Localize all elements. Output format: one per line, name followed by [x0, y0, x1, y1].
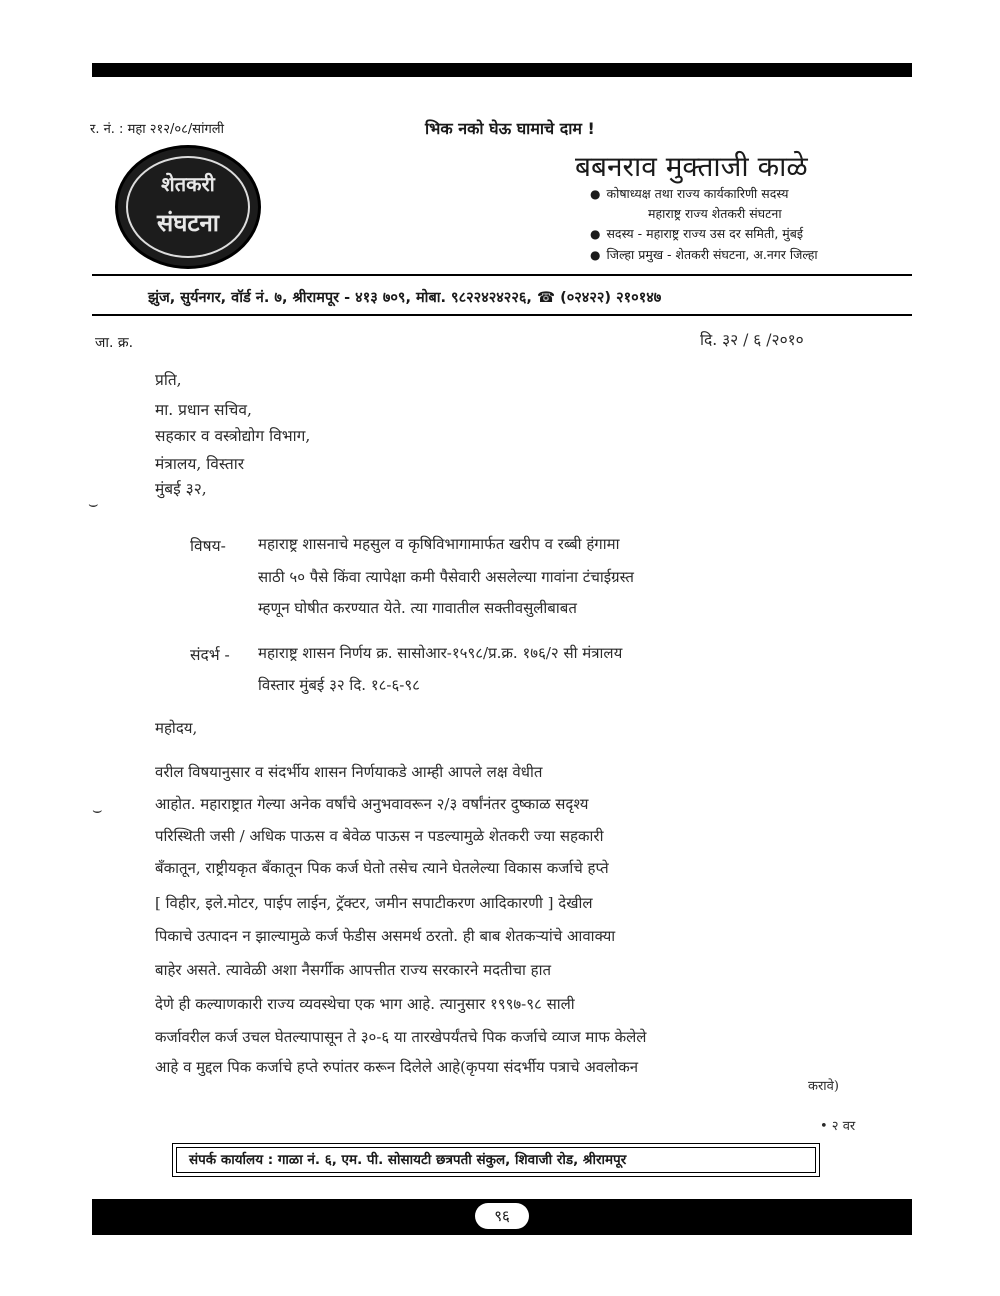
- page-number: ९६: [475, 1203, 529, 1229]
- hole-punch-mark: ⌣: [88, 494, 99, 513]
- reference-number-label: जा. क्र.: [95, 335, 134, 351]
- subject-label: विषय-: [190, 537, 226, 555]
- reference-line-1: महाराष्ट्र शासन निर्णय क्र. सासोआर-१५९८/प्र.क्र. १७६/२ सी मंत्रालय: [258, 644, 623, 662]
- body-line-2: आहोत. महाराष्ट्रात गेल्या अनेक वर्षांचे अनुभवावरून २/३ वर्षांनंतर दुष्काळ सदृश्य: [155, 795, 589, 813]
- letter-date: दि. ३२ / ६ /२०१०: [700, 331, 804, 349]
- body-line-9: कर्जावरील कर्ज उचल घेतल्यापासून ते ३०-६ या तारखेपर्यंतचे पिक कर्जाचे व्याज माफ केलेले: [155, 1028, 647, 1046]
- designation-4: ● जिल्हा प्रमुख - शेतकरी संघटना, अ.नगर जिल्हा: [590, 244, 818, 266]
- reference-label: संदर्भ -: [190, 646, 230, 664]
- designation-2: महाराष्ट्र राज्य शेतकरी संघटना: [648, 206, 782, 221]
- hole-punch-mark-2: ⌣: [92, 800, 103, 819]
- contact-office-box: [172, 1143, 820, 1177]
- body-line-5: [ विहीर, इले.मोटर, पाईप लाईन, ट्रॅक्टर, जमीन सपाटीकरण आदिकारणी ] देखील: [155, 894, 593, 912]
- subject-line-1: महाराष्ट्र शासनाचे महसुल व कृषिविभागामार्फत खरीप व रब्बी हंगामा: [258, 535, 620, 553]
- address-divider: [92, 314, 912, 316]
- to-line-3: सहकार व वस्त्रोद्योग विभाग,: [155, 427, 311, 445]
- continued-marker: • २ वर: [820, 1119, 856, 1134]
- reference-line-2: विस्तार मुंबई ३२ दि. १८-६-९८: [258, 676, 420, 694]
- sender-address: झुंज, सुर्यनगर, वॉर्ड नं. ७, श्रीरामपूर - ४१३ ७०९, मोबा. ९८२२४२४२२६, ☎ (०२४२२) २१०१४७: [148, 290, 662, 306]
- motto: भिक नको घेऊ घामाचे दाम !: [425, 119, 595, 138]
- body-line-6: पिकाचे उत्पादन न झाल्यामुळे कर्ज फेडीस असमर्थ ठरतो. ही बाब शेतकऱ्यांचे आवाक्या: [155, 927, 616, 945]
- organization-seal: [115, 145, 261, 269]
- subject-line-2: साठी ५० पैसे किंवा त्यापेक्षा कमी पैसेवारी असलेल्या गावांना टंचाईग्रस्त: [258, 568, 634, 586]
- body-line-10: आहे व मुद्दल पिक कर्जाचे हप्ते रुपांतर करून दिलेले आहे(कृपया संदर्भीय पत्राचे अवलोकन: [155, 1058, 639, 1076]
- body-line-3: परिस्थिती जसी / अधिक पाऊस व बेवेळ पाऊस न पडल्यामुळे शेतकरी ज्या सहकारी: [155, 827, 604, 845]
- sender-name: बबनराव मुक्ताजी काळे: [575, 150, 808, 183]
- header-divider: [92, 274, 912, 276]
- body-line-1: वरील विषयानुसार व संदर्भीय शासन निर्णयाकडे आम्ही आपले लक्ष वेधीत: [155, 763, 543, 781]
- salutation: महोदय,: [155, 719, 198, 737]
- seal-text-top: शेतकरी: [161, 172, 215, 196]
- body-line-11: करावे): [808, 1079, 839, 1094]
- registration-number: र. नं. : महा २१२/०८/सांगली: [90, 122, 224, 137]
- top-border-bar: [92, 63, 912, 77]
- seal-text-bottom: संघटना: [156, 208, 220, 237]
- to-line-1: प्रति,: [155, 371, 182, 389]
- contact-office-text: संपर्क कार्यालय : गाळा नं. ६, एम. पी. सोसायटी छत्रपती संकुल, शिवाजी रोड, श्रीरामपूर: [176, 1147, 816, 1173]
- subject-line-3: म्हणून घोषीत करण्यात येते. त्या गावातील सक्तीवसुलीबाबत: [258, 599, 577, 617]
- body-line-7: बाहेर असते. त्यावेळी अशा नैसर्गीक आपत्तीत राज्य सरकारने मदतीचा हात: [155, 961, 552, 979]
- designation-3: ● सदस्य - महाराष्ट्र राज्य उस दर समिती, मुंबई: [590, 223, 803, 245]
- to-line-5: मुंबई ३२,: [155, 480, 207, 498]
- body-line-8: देणे ही कल्याणकारी राज्य व्यवस्थेचा एक भाग आहे. त्यानुसार १९९७-९८ साली: [155, 995, 575, 1013]
- to-line-2: मा. प्रधान सचिव,: [155, 401, 252, 419]
- to-line-4: मंत्रालय, विस्तार: [155, 455, 245, 473]
- body-line-4: बँकातून, राष्ट्रीयकृत बँकातून पिक कर्ज घेतो तसेच त्याने घेतलेल्या विकास कर्जाचे हप्ते: [155, 859, 609, 877]
- designation-1: ● कोषाध्यक्ष तथा राज्य कार्यकारिणी सदस्य: [590, 183, 788, 205]
